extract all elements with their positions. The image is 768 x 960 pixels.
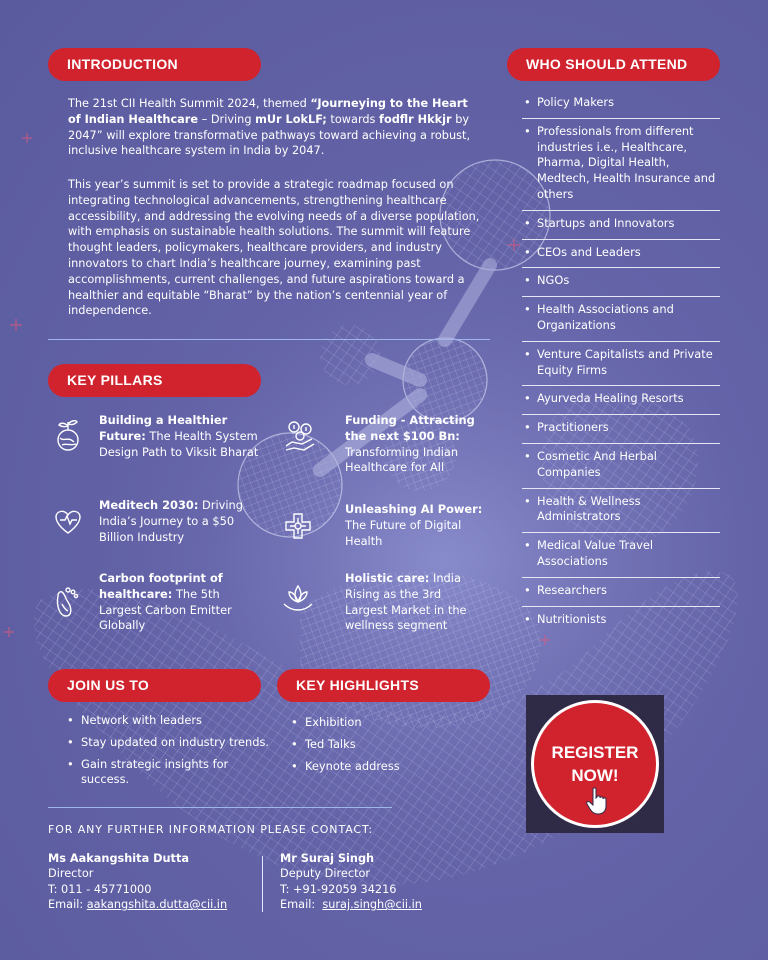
pillar-item: Unleashing AI Power: The Future of Digital Health — [345, 502, 483, 548]
pillar-item: Meditech 2030: Driving India’s Journey to a $50 Billion Industry — [99, 498, 243, 544]
key-pillars-heading: KEY PILLARS — [48, 364, 261, 397]
list-item: • Network with leaders — [67, 713, 272, 729]
list-item: • Stay updated on industry trends. — [67, 735, 272, 751]
register-label: REGISTER NOW! — [551, 743, 639, 785]
plant-globe-icon — [50, 416, 86, 452]
contact-card — [48, 851, 227, 913]
list-item: • Keynote address — [291, 759, 471, 775]
who-should-attend-heading: WHO SHOULD ATTEND — [507, 48, 720, 81]
list-item: • Health & Wellness Administrators — [522, 489, 720, 534]
intro-paragraph-1: The 21st CII Health Summit 2024, themed “Journeying to the Heart of Indian Healthcare – Driving mUr LokLF; towards fodflr Hkkjr by 2047” will explore transformative pathways toward achieving a robust, inclusive healthcare system in India by 2047. — [68, 97, 471, 158]
list-item: • Professionals from different industries i.e., Healthcare, Pharma, Digital Health, Medtech, Health Insurance and others — [522, 119, 720, 211]
contact-phone: T: +91-92059 34216 — [280, 882, 397, 896]
contact-title: Director — [48, 867, 94, 881]
join-us-heading: JOIN US TO — [48, 669, 261, 702]
carbon-foot-icon — [48, 584, 84, 620]
email-link[interactable]: suraj.singh@cii.in — [322, 898, 422, 912]
join-us-list — [67, 713, 272, 794]
list-item: • CEOs and Leaders — [522, 240, 720, 269]
lotus-hand-icon — [280, 580, 316, 616]
pillar-item: Carbon footprint of healthcare: The 5th Largest Carbon Emitter Globally — [99, 571, 232, 633]
list-item: • Policy Makers — [522, 90, 720, 119]
contact-name: Ms Aakangshita Dutta — [48, 852, 189, 865]
contact-heading: FOR ANY FURTHER INFORMATION PLEASE CONTACT: — [48, 823, 374, 836]
introduction-heading: INTRODUCTION — [48, 48, 261, 81]
list-item: • Medical Value Travel Associations — [522, 533, 720, 578]
contact-email-row: Email: suraj.singh@cii.in — [280, 898, 422, 912]
contact-email-row: Email: aakangshita.dutta@cii.in — [48, 898, 228, 912]
list-item: • Practitioners — [522, 415, 720, 444]
register-badge — [531, 700, 659, 828]
email-link[interactable]: aakangshita.dutta@cii.in — [86, 898, 228, 912]
pillar-item: Funding - Attracting the next $100 Bn: Transforming Indian Healthcare for All — [345, 413, 475, 475]
list-item: • Nutritionists — [522, 607, 720, 635]
divider — [48, 339, 490, 340]
medical-device-icon — [50, 503, 86, 539]
contact-title: Deputy Director — [280, 867, 371, 881]
list-item: • Exhibition — [291, 715, 471, 731]
list-item: • Health Associations and Organizations — [522, 297, 720, 342]
contact-phone: T: 011 - 45771000 — [48, 882, 152, 896]
money-hand-icon — [282, 418, 318, 454]
register-now-button[interactable] — [526, 695, 664, 833]
list-item: • Gain strategic insights for success. — [67, 757, 272, 789]
divider — [48, 807, 392, 808]
list-item: • Researchers — [522, 578, 720, 607]
list-item: • Ayurveda Healing Resorts — [522, 386, 720, 415]
intro-paragraph-2: This year’s summit is set to provide a strategic roadmap focused on integrating technological advancements, strengthening healthcare accessibility, and addressing the evolving needs of a diverse population, with emphasis on sustainable health solutions. The summit will feature thought leaders, policymakers, healthcare providers, and industry innovators to chart India’s healthcare journey, examining past accomplishments, current challenges, and future aspirations toward a healthier and equitable “Bharat” by the nation’s centennial year of independence. — [68, 178, 480, 318]
list-item: • Startups and Innovators — [522, 211, 720, 240]
list-item: • Ted Talks — [291, 737, 471, 753]
pointer-hand-icon — [586, 787, 608, 815]
pillar-item: Holistic care: India Rising as the 3rd Largest Market in the wellness segment — [345, 571, 467, 633]
key-highlights-heading: KEY HIGHLIGHTS — [277, 669, 490, 702]
highlights-list — [291, 715, 471, 780]
list-item: • NGOs — [522, 268, 720, 297]
vertical-divider — [262, 856, 263, 912]
ai-health-icon — [280, 508, 316, 544]
attendee-list — [522, 90, 720, 634]
contact-name: Mr Suraj Singh — [280, 852, 375, 865]
list-item: • Venture Capitalists and Private Equity Firms — [522, 342, 720, 387]
list-item: • Cosmetic And Herbal Companies — [522, 444, 720, 489]
contact-card — [280, 851, 422, 913]
pillar-item: Building a Healthier Future: The Health System Design Path to Viksit Bharat — [99, 413, 259, 459]
